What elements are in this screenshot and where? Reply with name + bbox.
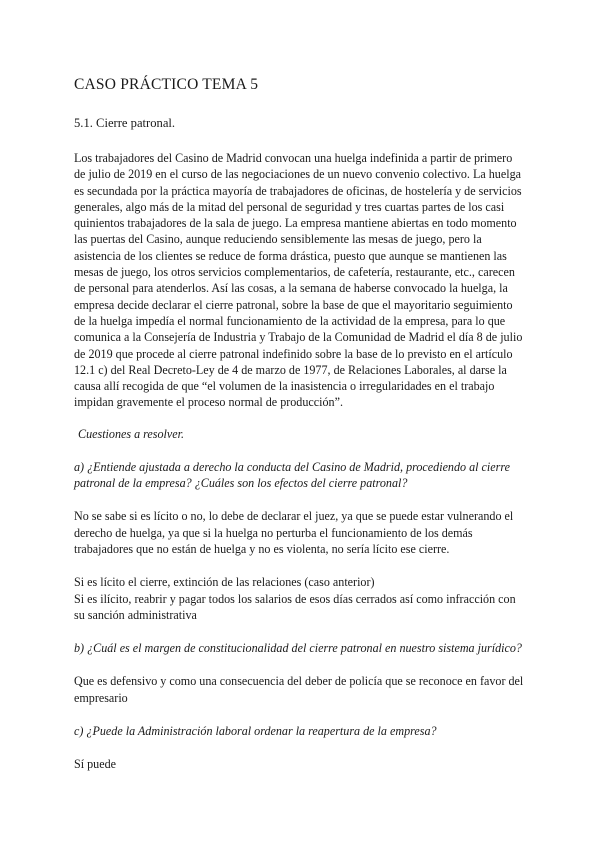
question-a: a) ¿Entiende ajustada a derecho la conducta del Casino de Madrid, procediendo al cierre patronal de la empresa? ¿Cuáles son los efectos del cierre patronal? [74,459,510,491]
case-paragraph: Los trabajadores del Casino de Madrid convocan una huelga indefinida a partir de primero de julio de 2019 en el curso de las negociaciones de un nuevo convenio colectivo. La huelga es secundada por la práctica mayoría de trabajadores de oficinas, de hostelería y de servicios generales, algo más de la mitad del personal de seguridad y tres cuartas partes de los casi quinientos trabajadores de la sala de juego. La empresa mantiene abiertas en todo momento las puertas del Casino, aunque reduciendo sensiblemente las mesas de juego, pero la asistencia de los clientes se reduce de forma drástica, puesto que aunque se mantienen las mesas de juego, los otros servicios complementarios, de cafetería, restaurante, etc., carecen de personal para atenderlos. Así las cosas, a la semana de haberse convocado la huelga, la empresa decide declarar el cierre patronal, sobre la base de que el mayoritario seguimiento de la huelga impedía el normal funcionamiento de la actividad de la empresa, para lo que comunica a la Consejería de Industria y Trabajo de la Comunidad de Madrid el día 8 de julio de 2019 que procede al cierre patronal indefinido sobre la base de lo previsto en el artículo 12.1 c) del Real Decreto-Ley de 4 de marzo de 1977, de Relaciones Laborales, al darse la causa allí recogida de que “el volumen de la inasistencia o irregularidades en el trabajo impidan gravemente el proceso normal de producción”. [74,151,523,410]
question-c: c) ¿Puede la Administración laboral ordenar la reapertura de la empresa? [74,724,437,739]
answer-a-3: Si es ilícito, reabrir y pagar todos los salarios de esos días cerrados así como infracción con su sanción administrativa [74,591,516,622]
answer-a-1: No se sabe si es lícito o no, lo debe de declarar el juez, ya que se puede estar vulnerando el derecho de huelga, ya que si la huelga no perturba el funcionamiento de los demás trabajadores que no están de huelga y no es violenta, no sería lícito ese cierre. [74,509,514,556]
question-b: b) ¿Cuál es el margen de constitucionalidad del cierre patronal en nuestro sistema jurídico? [74,641,522,656]
answer-a-2: Si es lícito el cierre, extinción de las relaciones (caso anterior) [74,575,375,590]
section-heading: 5.1. Cierre patronal. [74,116,176,130]
questions-heading: Cuestiones a resolver. [78,426,185,441]
answer-c-1: Sí puede [74,757,116,772]
document-title: CASO PRÁCTICO TEMA 5 [74,76,259,93]
answer-b-1: Que es defensivo y como una consecuencia del deber de policía que se reconoce en favor del empresario [74,674,524,705]
